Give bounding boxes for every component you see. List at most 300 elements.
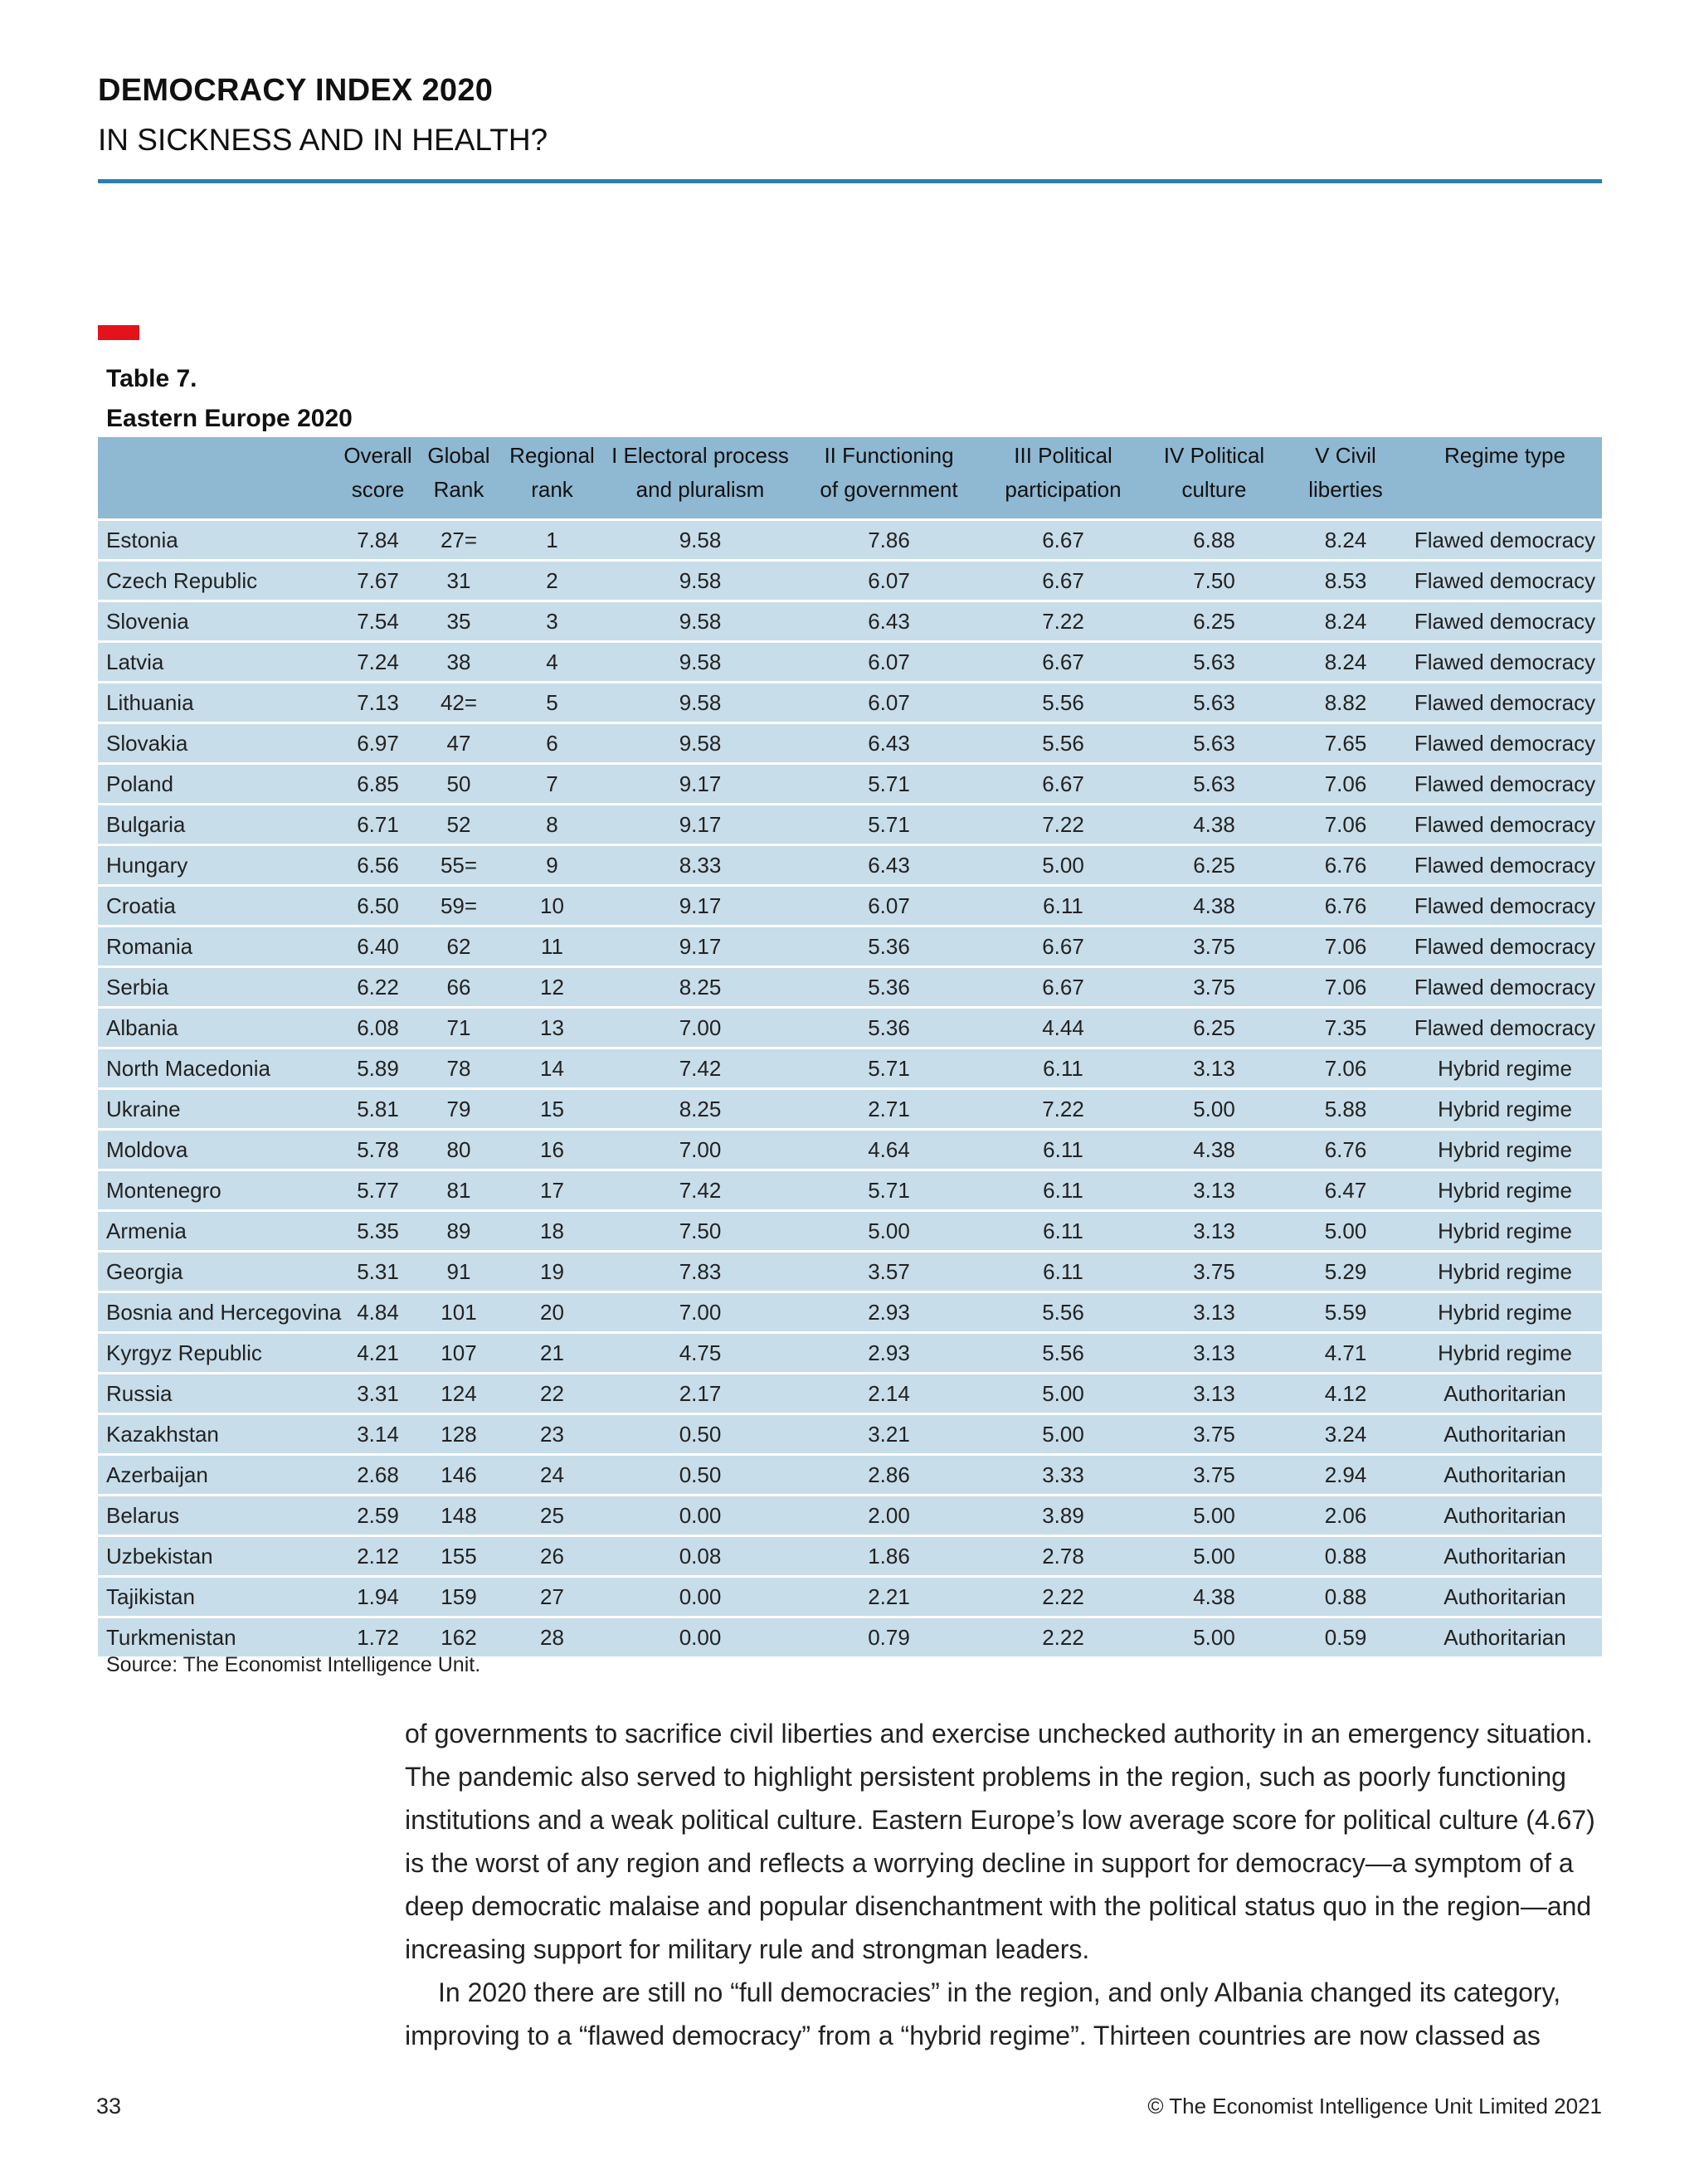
- table-cell: 42=: [417, 683, 500, 723]
- table-cell: 81: [417, 1170, 500, 1211]
- body-text: [405, 1712, 1603, 2057]
- table-cell: 5.71: [796, 1170, 981, 1211]
- table-cell: 12: [500, 967, 604, 1008]
- table-row: [98, 1617, 1602, 1657]
- table-cell: 3.75: [1145, 927, 1283, 967]
- table-cell: 4.38: [1145, 1577, 1283, 1617]
- copyright-notice: © The Economist Intelligence Unit Limited 2021: [1147, 2094, 1602, 2118]
- table-cell: 0.50: [604, 1414, 796, 1455]
- table-cell: Hybrid regime: [1408, 1292, 1602, 1333]
- table-row: [98, 967, 1602, 1008]
- table-row: [98, 1130, 1602, 1170]
- column-header-line: of government: [820, 477, 958, 502]
- column-header: [338, 437, 417, 520]
- table-cell: 26: [500, 1536, 604, 1577]
- table-cell: 5.63: [1145, 764, 1283, 805]
- table-cell: 8: [500, 805, 604, 845]
- column-header: [98, 437, 338, 520]
- table-row: [98, 805, 1602, 845]
- table-cell: 5.00: [1145, 1089, 1283, 1130]
- table-cell: 2.12: [338, 1536, 417, 1577]
- table-cell: 2.93: [796, 1333, 981, 1374]
- table-cell: 9.58: [604, 601, 796, 642]
- table-cell: 8.25: [604, 1089, 796, 1130]
- table-row: [98, 927, 1602, 967]
- table-cell: 7.06: [1283, 805, 1408, 845]
- table-cell: 91: [417, 1252, 500, 1292]
- country-cell: Bulgaria: [98, 805, 338, 845]
- table-cell: 1: [500, 520, 604, 561]
- table-cell: 6.22: [338, 967, 417, 1008]
- table-cell: 6.07: [796, 642, 981, 683]
- column-header-line: score: [351, 477, 405, 502]
- table-cell: Flawed democracy: [1408, 683, 1602, 723]
- table-cell: 6.07: [796, 886, 981, 927]
- table-cell: 155: [417, 1536, 500, 1577]
- table-cell: 7: [500, 764, 604, 805]
- table-cell: 10: [500, 886, 604, 927]
- table-cell: Flawed democracy: [1408, 805, 1602, 845]
- column-header: [1408, 437, 1602, 520]
- table-cell: 18: [500, 1211, 604, 1252]
- table-cell: 124: [417, 1374, 500, 1414]
- table-cell: 9.58: [604, 723, 796, 764]
- table-cell: Authoritarian: [1408, 1496, 1602, 1536]
- table-cell: 148: [417, 1496, 500, 1536]
- table-cell: 3.75: [1145, 1414, 1283, 1455]
- country-cell: Uzbekistan: [98, 1536, 338, 1577]
- table-cell: Authoritarian: [1408, 1374, 1602, 1414]
- table-header-row: [98, 437, 1602, 520]
- table-cell: 47: [417, 723, 500, 764]
- table-cell: 6.07: [796, 683, 981, 723]
- header-divider: [98, 179, 1602, 183]
- table-cell: 6.25: [1145, 845, 1283, 886]
- table-cell: 7.13: [338, 683, 417, 723]
- table-cell: 50: [417, 764, 500, 805]
- table-cell: 9.58: [604, 683, 796, 723]
- table-cell: 2.93: [796, 1292, 981, 1333]
- table-body: [98, 520, 1602, 1657]
- table-cell: 8.24: [1283, 601, 1408, 642]
- table-cell: 25: [500, 1496, 604, 1536]
- table-row: [98, 764, 1602, 805]
- table-cell: 3.13: [1145, 1170, 1283, 1211]
- table-cell: 3.13: [1145, 1211, 1283, 1252]
- table-cell: 3.33: [981, 1455, 1145, 1496]
- table-cell: 7.35: [1283, 1008, 1408, 1048]
- table-cell: 0.79: [796, 1617, 981, 1657]
- table-cell: Hybrid regime: [1408, 1130, 1602, 1170]
- column-header: [604, 437, 796, 520]
- table-cell: 5.36: [796, 927, 981, 967]
- table-cell: 6.67: [981, 967, 1145, 1008]
- table-cell: 6.67: [981, 561, 1145, 601]
- table-cell: 7.06: [1283, 967, 1408, 1008]
- table-cell: 4.38: [1145, 805, 1283, 845]
- table-cell: Flawed democracy: [1408, 601, 1602, 642]
- table-row: [98, 1455, 1602, 1496]
- table-row: [98, 1252, 1602, 1292]
- country-cell: Slovenia: [98, 601, 338, 642]
- table-cell: 6.07: [796, 561, 981, 601]
- table-cell: Flawed democracy: [1408, 886, 1602, 927]
- table-cell: 35: [417, 601, 500, 642]
- table-cell: 4.38: [1145, 886, 1283, 927]
- table-row: [98, 1536, 1602, 1577]
- table-cell: 5.56: [981, 1333, 1145, 1374]
- country-cell: Belarus: [98, 1496, 338, 1536]
- table-cell: 128: [417, 1414, 500, 1455]
- table-cell: Authoritarian: [1408, 1414, 1602, 1455]
- column-header-line: Global: [427, 443, 490, 468]
- column-header-line: liberties: [1308, 477, 1383, 502]
- table-cell: 5.71: [796, 1048, 981, 1089]
- table-cell: Hybrid regime: [1408, 1252, 1602, 1292]
- table-cell: 8.82: [1283, 683, 1408, 723]
- table-cell: 3.13: [1145, 1333, 1283, 1374]
- table-cell: 3.21: [796, 1414, 981, 1455]
- table-cell: 3.24: [1283, 1414, 1408, 1455]
- report-subtitle: IN SICKNESS AND IN HEALTH?: [98, 123, 548, 157]
- table-cell: 1.94: [338, 1577, 417, 1617]
- table-row: [98, 1008, 1602, 1048]
- country-cell: Croatia: [98, 886, 338, 927]
- table-cell: 21: [500, 1333, 604, 1374]
- table-cell: 79: [417, 1089, 500, 1130]
- table-cell: 6.25: [1145, 1008, 1283, 1048]
- table-cell: 31: [417, 561, 500, 601]
- table-cell: Flawed democracy: [1408, 927, 1602, 967]
- table-cell: 55=: [417, 845, 500, 886]
- country-cell: Georgia: [98, 1252, 338, 1292]
- table-row: [98, 723, 1602, 764]
- table-cell: 6.11: [981, 1170, 1145, 1211]
- table-cell: 3.57: [796, 1252, 981, 1292]
- table-cell: 101: [417, 1292, 500, 1333]
- table-row: [98, 1048, 1602, 1089]
- table-cell: 9.17: [604, 886, 796, 927]
- table-cell: Hybrid regime: [1408, 1048, 1602, 1089]
- table-cell: 5.31: [338, 1252, 417, 1292]
- table-cell: 5.36: [796, 1008, 981, 1048]
- table-cell: 6.11: [981, 1048, 1145, 1089]
- country-cell: Serbia: [98, 967, 338, 1008]
- table-cell: 7.67: [338, 561, 417, 601]
- table-cell: Authoritarian: [1408, 1617, 1602, 1657]
- table-cell: 5.56: [981, 683, 1145, 723]
- table-cell: 6.67: [981, 520, 1145, 561]
- table-cell: 19: [500, 1252, 604, 1292]
- table-cell: 0.88: [1283, 1577, 1408, 1617]
- table-row: [98, 1211, 1602, 1252]
- table-cell: Authoritarian: [1408, 1455, 1602, 1496]
- table-cell: 5.29: [1283, 1252, 1408, 1292]
- table-cell: 0.59: [1283, 1617, 1408, 1657]
- table-cell: Flawed democracy: [1408, 1008, 1602, 1048]
- table-cell: 6.43: [796, 601, 981, 642]
- table-cell: 5.77: [338, 1170, 417, 1211]
- column-header-line: rank: [531, 477, 573, 502]
- country-cell: Hungary: [98, 845, 338, 886]
- body-paragraph: of governments to sacrifice civil liberties and exercise unchecked authority in an emergency situation. The pandemic also served to highlight persistent problems in the region, such as poorly functioning institutions and a weak political culture. Eastern Europe’s low average score for political culture (4.67) is the worst of any region and reflects a worrying decline in support for democracy—a symptom of a deep democratic malaise and popular disenchantment with the political status quo in the region—and increasing support for military rule and strongman leaders.: [405, 1719, 1595, 1964]
- table-cell: 7.22: [981, 805, 1145, 845]
- table-cell: 5.00: [981, 845, 1145, 886]
- page-number: 33: [96, 2094, 122, 2118]
- table-cell: 5.63: [1145, 642, 1283, 683]
- country-cell: Albania: [98, 1008, 338, 1048]
- country-cell: Armenia: [98, 1211, 338, 1252]
- table-cell: 2.71: [796, 1089, 981, 1130]
- report-title: DEMOCRACY INDEX 2020: [98, 73, 494, 108]
- table-cell: 5.00: [1145, 1617, 1283, 1657]
- table-cell: 6: [500, 723, 604, 764]
- table-row: [98, 845, 1602, 886]
- table-cell: 3.13: [1145, 1048, 1283, 1089]
- table-cell: Hybrid regime: [1408, 1211, 1602, 1252]
- table-row: [98, 1333, 1602, 1374]
- table-cell: Flawed democracy: [1408, 561, 1602, 601]
- country-cell: Azerbaijan: [98, 1455, 338, 1496]
- table-cell: 5.78: [338, 1130, 417, 1170]
- table-cell: 89: [417, 1211, 500, 1252]
- table-cell: 2.14: [796, 1374, 981, 1414]
- table-cell: 7.00: [604, 1292, 796, 1333]
- table-cell: 71: [417, 1008, 500, 1048]
- table-cell: 2.06: [1283, 1496, 1408, 1536]
- country-cell: Kyrgyz Republic: [98, 1333, 338, 1374]
- column-header-line: V Civil: [1315, 443, 1376, 468]
- table-cell: 5.81: [338, 1089, 417, 1130]
- table-cell: 5.36: [796, 967, 981, 1008]
- table-cell: 5.56: [981, 1292, 1145, 1333]
- table-cell: 6.50: [338, 886, 417, 927]
- table-cell: 7.06: [1283, 764, 1408, 805]
- table-cell: Flawed democracy: [1408, 642, 1602, 683]
- table-cell: 6.67: [981, 642, 1145, 683]
- table-cell: 9.17: [604, 805, 796, 845]
- column-header-line: and pluralism: [635, 477, 765, 502]
- country-cell: Ukraine: [98, 1089, 338, 1130]
- country-cell: Romania: [98, 927, 338, 967]
- table-cell: 13: [500, 1008, 604, 1048]
- country-cell: Russia: [98, 1374, 338, 1414]
- table-cell: 6.76: [1283, 1130, 1408, 1170]
- table-cell: 2.59: [338, 1496, 417, 1536]
- table-cell: 6.43: [796, 723, 981, 764]
- table-cell: Flawed democracy: [1408, 764, 1602, 805]
- column-header-line: III Political: [1014, 443, 1112, 468]
- table-cell: 14: [500, 1048, 604, 1089]
- table-cell: 5.88: [1283, 1089, 1408, 1130]
- table-cell: 4: [500, 642, 604, 683]
- table-cell: 5.00: [1145, 1536, 1283, 1577]
- table-cell: 59=: [417, 886, 500, 927]
- table-cell: 27=: [417, 520, 500, 561]
- table-cell: 8.33: [604, 845, 796, 886]
- column-header-line: Regime type: [1444, 443, 1565, 468]
- country-cell: Moldova: [98, 1130, 338, 1170]
- table-title: Eastern Europe 2020: [106, 405, 353, 432]
- country-cell: North Macedonia: [98, 1048, 338, 1089]
- table-row: [98, 1374, 1602, 1414]
- table-cell: 4.44: [981, 1008, 1145, 1048]
- country-cell: Estonia: [98, 520, 338, 561]
- table-cell: Flawed democracy: [1408, 967, 1602, 1008]
- table-cell: 20: [500, 1292, 604, 1333]
- table-cell: 5.63: [1145, 723, 1283, 764]
- table-cell: 7.83: [604, 1252, 796, 1292]
- table-row: [98, 886, 1602, 927]
- table-cell: 28: [500, 1617, 604, 1657]
- table-cell: 7.42: [604, 1170, 796, 1211]
- table-cell: 8.53: [1283, 561, 1408, 601]
- table-cell: 6.67: [981, 927, 1145, 967]
- table-cell: 7.00: [604, 1008, 796, 1048]
- table-cell: 3.75: [1145, 1252, 1283, 1292]
- table-cell: 5.00: [1145, 1496, 1283, 1536]
- accent-mark: [98, 325, 139, 340]
- table-cell: 146: [417, 1455, 500, 1496]
- table-cell: 5.35: [338, 1211, 417, 1252]
- column-header: [981, 437, 1145, 520]
- table-cell: Hybrid regime: [1408, 1333, 1602, 1374]
- table-cell: 5: [500, 683, 604, 723]
- column-header-line: IV Political: [1163, 443, 1265, 468]
- table-cell: 9: [500, 845, 604, 886]
- table-cell: Authoritarian: [1408, 1577, 1602, 1617]
- column-header: [500, 437, 604, 520]
- table-number: Table 7.: [106, 365, 197, 392]
- table-cell: 9.58: [604, 520, 796, 561]
- table-cell: 5.00: [796, 1211, 981, 1252]
- table-cell: 6.67: [981, 764, 1145, 805]
- column-header: [1283, 437, 1408, 520]
- table-source: Source: The Economist Intelligence Unit.: [106, 1653, 481, 1676]
- table-cell: 5.00: [981, 1374, 1145, 1414]
- table-cell: 9.58: [604, 561, 796, 601]
- country-cell: Tajikistan: [98, 1577, 338, 1617]
- table-row: [98, 1089, 1602, 1130]
- table-row: [98, 683, 1602, 723]
- table-cell: 6.85: [338, 764, 417, 805]
- table-row: [98, 520, 1602, 561]
- table-row: [98, 1414, 1602, 1455]
- table-cell: 5.71: [796, 764, 981, 805]
- table-cell: 4.64: [796, 1130, 981, 1170]
- table-cell: 2.22: [981, 1617, 1145, 1657]
- table-cell: 7.54: [338, 601, 417, 642]
- table-cell: 62: [417, 927, 500, 967]
- table-cell: 0.50: [604, 1455, 796, 1496]
- table-cell: 5.63: [1145, 683, 1283, 723]
- table-cell: 5.89: [338, 1048, 417, 1089]
- table-cell: 6.40: [338, 927, 417, 967]
- table-cell: 5.71: [796, 805, 981, 845]
- column-header-line: culture: [1181, 477, 1247, 502]
- table-cell: 17: [500, 1170, 604, 1211]
- column-header: [417, 437, 500, 520]
- table-cell: 159: [417, 1577, 500, 1617]
- table-row: [98, 1170, 1602, 1211]
- table-cell: 0.88: [1283, 1536, 1408, 1577]
- table-cell: 0.00: [604, 1496, 796, 1536]
- table-cell: 3.31: [338, 1374, 417, 1414]
- table-cell: 2.00: [796, 1496, 981, 1536]
- table-cell: 0.00: [604, 1617, 796, 1657]
- table-cell: 5.00: [981, 1414, 1145, 1455]
- table-cell: 6.76: [1283, 845, 1408, 886]
- table-cell: 23: [500, 1414, 604, 1455]
- table-cell: 162: [417, 1617, 500, 1657]
- table-cell: 7.06: [1283, 1048, 1408, 1089]
- table-cell: 6.08: [338, 1008, 417, 1048]
- table-cell: 52: [417, 805, 500, 845]
- country-cell: Poland: [98, 764, 338, 805]
- table-cell: 16: [500, 1130, 604, 1170]
- table-cell: 6.11: [981, 1211, 1145, 1252]
- table-cell: 5.59: [1283, 1292, 1408, 1333]
- column-header-line: Regional: [509, 443, 595, 468]
- table-cell: 8.24: [1283, 520, 1408, 561]
- table-cell: 7.22: [981, 1089, 1145, 1130]
- table-cell: 2.68: [338, 1455, 417, 1496]
- table-cell: Authoritarian: [1408, 1536, 1602, 1577]
- table-caption: [106, 359, 353, 439]
- table-cell: 2.17: [604, 1374, 796, 1414]
- table-cell: 0.00: [604, 1577, 796, 1617]
- table-cell: 8.25: [604, 967, 796, 1008]
- table-row: [98, 1496, 1602, 1536]
- table-row: [98, 601, 1602, 642]
- table-cell: 5.00: [1283, 1211, 1408, 1252]
- table-cell: 2: [500, 561, 604, 601]
- table-cell: 7.86: [796, 520, 981, 561]
- table-cell: 2.86: [796, 1455, 981, 1496]
- table-cell: 3: [500, 601, 604, 642]
- table-cell: 3.75: [1145, 967, 1283, 1008]
- table-container: [98, 437, 1602, 1656]
- table-row: [98, 1577, 1602, 1617]
- table-cell: 24: [500, 1455, 604, 1496]
- table-cell: 1.86: [796, 1536, 981, 1577]
- table-cell: 2.94: [1283, 1455, 1408, 1496]
- table-cell: 6.76: [1283, 886, 1408, 927]
- country-cell: Slovakia: [98, 723, 338, 764]
- table-cell: 9.17: [604, 764, 796, 805]
- table-cell: 6.25: [1145, 601, 1283, 642]
- table-cell: 4.12: [1283, 1374, 1408, 1414]
- table-cell: 6.11: [981, 1252, 1145, 1292]
- democracy-index-table: [98, 437, 1602, 1656]
- table-cell: 27: [500, 1577, 604, 1617]
- country-cell: Montenegro: [98, 1170, 338, 1211]
- table-cell: 4.84: [338, 1292, 417, 1333]
- table-cell: 6.11: [981, 886, 1145, 927]
- column-header-line: Rank: [433, 477, 484, 502]
- table-cell: 7.42: [604, 1048, 796, 1089]
- country-cell: Turkmenistan: [98, 1617, 338, 1657]
- table-cell: 66: [417, 967, 500, 1008]
- table-cell: 7.24: [338, 642, 417, 683]
- body-paragraph: In 2020 there are still no “full democracies” in the region, and only Albania changed its category, improving to a “flawed democracy” from a “hybrid regime”. Thirteen countries are now classed as: [405, 1977, 1561, 2050]
- table-cell: 7.22: [981, 601, 1145, 642]
- table-header: [98, 437, 1602, 520]
- table-cell: 2.78: [981, 1536, 1145, 1577]
- table-cell: 78: [417, 1048, 500, 1089]
- table-cell: 7.00: [604, 1130, 796, 1170]
- country-cell: Czech Republic: [98, 561, 338, 601]
